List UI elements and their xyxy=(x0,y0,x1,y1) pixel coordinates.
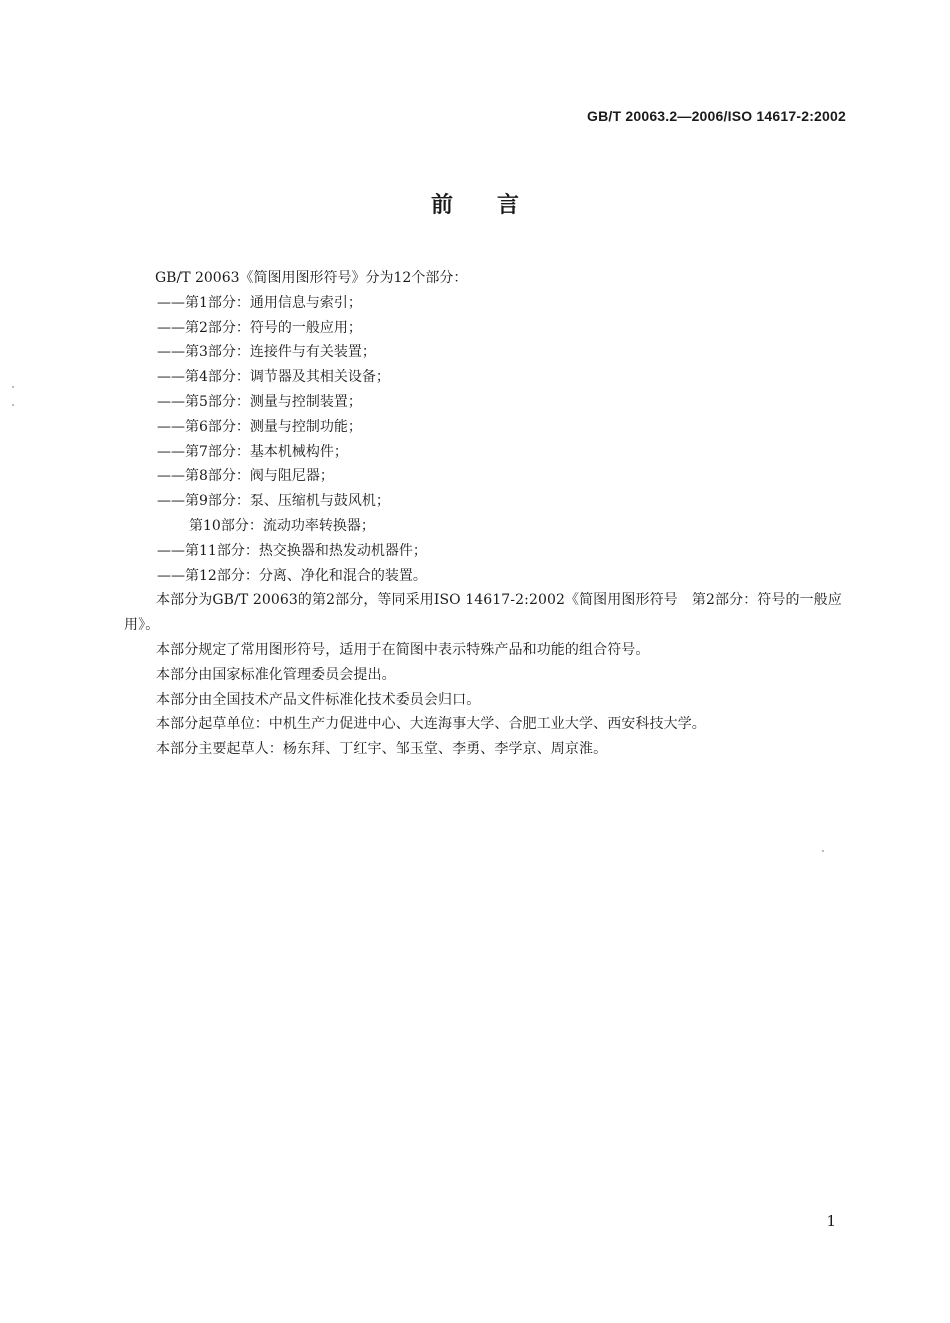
title-char: 言 xyxy=(497,193,520,218)
list-item: ——第4部分：调节器及其相关设备； xyxy=(157,369,390,386)
intro-line: GB/T 20063《简图用图形符号》分为12个部分： xyxy=(155,270,468,286)
scan-speck xyxy=(12,404,14,406)
list-item: ——第7部分：基本机械构件； xyxy=(157,443,348,460)
list-item: ——第2部分：符号的一般应用； xyxy=(157,319,362,336)
list-item: 第10部分：流动功率转换器； xyxy=(189,517,375,534)
title-char: 前 xyxy=(430,193,453,218)
standard-code: GB/T 20063.2—2006/ISO 14617-2:2002 xyxy=(587,108,846,124)
list-item: ——第12部分：分离、净化和混合的装置。 xyxy=(157,567,427,584)
paragraph: 本部分由全国技术产品文件标准化技术委员会归口。 xyxy=(156,691,481,708)
list-item: ——第9部分：泵、压缩机与鼓风机； xyxy=(157,493,390,510)
scan-speck xyxy=(12,386,14,388)
list-item: ——第1部分：通用信息与索引； xyxy=(157,294,362,311)
list-item: ——第11部分：热交换器和热发动机器件； xyxy=(157,542,427,559)
list-item: ——第3部分：连接件与有关装置； xyxy=(157,344,376,361)
parts-list xyxy=(124,291,854,589)
paragraph: 本部分起草单位：中机生产力促进中心、大连海事大学、合肥工业大学、西安科技大学。 xyxy=(156,716,706,733)
paragraph: 本部分为GB/T 20063的第2部分，等同采用ISO 14617-2:2002《简图用图形符号 第2部分：符号的一般应用》。 xyxy=(124,592,842,634)
scan-speck xyxy=(822,850,824,852)
foreword-body xyxy=(124,266,854,762)
paragraph: 本部分主要起草人：杨东拜、丁红宇、邹玉堂、李勇、李学京、周京淮。 xyxy=(156,741,608,758)
list-item: ——第5部分：测量与控制装置； xyxy=(157,393,362,410)
list-item: ——第8部分：阀与阻尼器； xyxy=(157,468,334,485)
paragraph: 本部分由国家标准化管理委员会提出。 xyxy=(156,666,396,683)
paragraph: 本部分规定了常用图形符号，适用于在简图中表示特殊产品和功能的组合符号。 xyxy=(156,641,650,658)
list-item: ——第6部分：测量与控制功能； xyxy=(157,418,362,435)
page-title xyxy=(0,188,950,219)
page-number: 1 xyxy=(826,1212,836,1230)
